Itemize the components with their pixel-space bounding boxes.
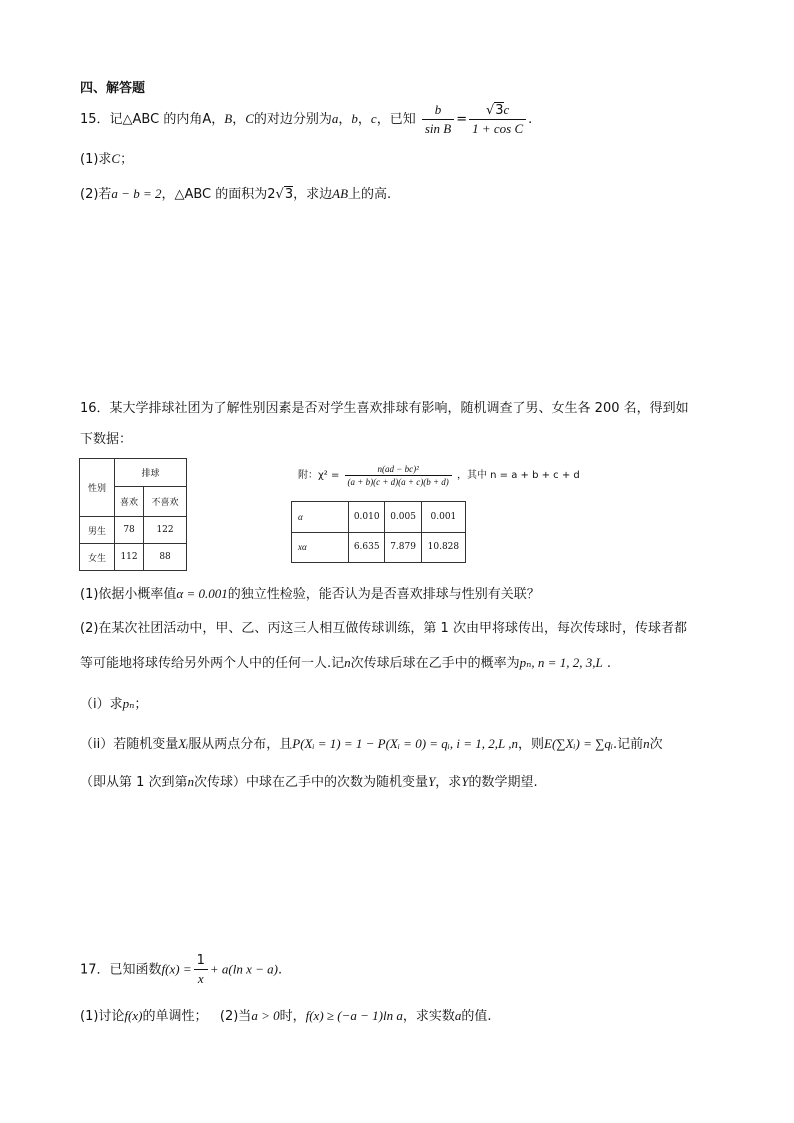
header-like: 喜欢: [115, 487, 144, 517]
row-label: 男生: [80, 517, 115, 544]
line-text: （即从第 1 次到第: [80, 775, 188, 790]
chi-square-fraction: [345, 464, 452, 487]
var-C: C: [245, 111, 254, 126]
q17-intro: [80, 953, 282, 987]
q15-intro: 15．记△ABC 的内角A，B，C的对边分别为a，b，c，已知 $\frac{b}{\text{sin B}}$ = $\frac{√3c}{\text{1 + cos C}}$ .: [80, 102, 533, 136]
var-Y: Y: [428, 774, 436, 789]
var-c: c: [503, 102, 510, 117]
q15-part2-end: 上的高.: [348, 187, 392, 202]
row-label: α: [292, 502, 349, 533]
q16-part1-post: 的独立性检验，能否认为是否喜欢排球与性别有关联？: [227, 587, 540, 602]
critical-value-table: [291, 501, 466, 563]
function-f: f(x): [124, 1008, 143, 1023]
formula-prefix: 附：χ² =: [298, 470, 340, 481]
side-AB: AB: [332, 186, 349, 201]
cell-dislike: 122: [144, 517, 187, 544]
frac-denominator: sin B: [424, 121, 452, 136]
var-Xi: Xᵢ: [178, 736, 189, 751]
cell-alpha: 0.010: [349, 502, 385, 533]
q17-part2-end: 的值.: [461, 1009, 492, 1024]
cell-dislike: 88: [144, 544, 187, 571]
q15-intro-post: ，已知: [376, 112, 416, 127]
q16-sub-ii-line2: [80, 771, 538, 790]
table-row: [292, 532, 466, 563]
q16-part1: [80, 583, 540, 602]
sub-i-end: ；: [134, 697, 148, 712]
line-text: 等可能地将球传给另外两个人中的任何一人.记: [80, 656, 345, 671]
line-text: （ii）若随机变量: [80, 737, 179, 752]
q16-line1: 16．某大学排球社团为了解性别因素是否对学生喜欢排球有影响，随机调查了男、女生各 200 名，得到如: [80, 401, 689, 416]
q15-part1-end: ；: [120, 152, 134, 167]
probability-equation: P(Xᵢ = 1) = 1 − P(Xᵢ = 0) = qᵢ, i = 1, 2,L ,n: [292, 736, 518, 751]
q15-part1: [80, 148, 133, 167]
var-pn: pₙ: [122, 696, 135, 711]
inequality: f(x) ≥ (−a − 1)ln a: [305, 1008, 403, 1023]
q17-part2-mid: 时，: [279, 1009, 306, 1024]
frac-numerator: n(ad − bc)²: [345, 464, 452, 476]
q15-intro-pre: 15．记△ABC 的内角A，: [80, 112, 225, 127]
condition-a-positive: a > 0: [251, 1008, 280, 1023]
q16-sub-i: [80, 693, 147, 712]
frac-denominator: (a + b)(c + d)(a + c)(b + d): [347, 477, 449, 487]
line-text: ，则: [518, 737, 545, 752]
q15-part2-mid: ，△ABC 的面积为: [161, 187, 268, 202]
q16-part2-line2: [80, 652, 611, 671]
line-text: 次传球后球在乙手中的概率为: [350, 656, 520, 671]
formula-suffix: ，其中 n = a + b + c + d: [456, 470, 580, 481]
frac-denominator: 1 + cos C: [472, 121, 524, 136]
sqrt-radicand: 3: [284, 187, 294, 202]
var-B: B: [224, 111, 233, 126]
q15-part2-pre: (2)若: [80, 187, 112, 202]
q16-part2-line1: (2)在某次社团活动中，甲、乙、丙这三人相互做传球训练，第 1 次由甲将球传出，每次传球时，传球者都: [80, 621, 687, 636]
frac-numerator: 1: [194, 953, 208, 970]
line-text: .记前: [612, 737, 644, 752]
cell-critical-value: 10.828: [421, 532, 465, 563]
frac-numerator: b: [422, 102, 454, 120]
var-b: b: [351, 111, 358, 126]
line-end: .: [606, 656, 611, 671]
q15-part2: (2)若a − b = 2，△ABC 的面积为2√3，求边AB上的高.: [80, 186, 392, 202]
sub-i-pre: （i）求: [80, 697, 123, 712]
function-f: f(x) =: [161, 961, 192, 977]
q17-intro-pre: 17．已知函数: [80, 962, 162, 978]
line-text: 次传球）中球在乙手中的次数为随机变量: [194, 775, 429, 790]
var-a: a: [331, 111, 339, 126]
line-text: 的数学期望.: [468, 775, 538, 790]
header-dislike: 不喜欢: [144, 487, 187, 517]
chi-square-formula: [298, 464, 580, 487]
q17-parts: [80, 1005, 492, 1024]
cell-alpha: 0.005: [385, 502, 421, 533]
var-n: n: [187, 774, 195, 789]
frac-numerator: √3c: [469, 102, 526, 120]
header-gender: 性别: [80, 459, 115, 517]
header-volleyball: 排球: [115, 459, 187, 487]
prob-sequence: pₙ, n = 1, 2, 3,L: [519, 655, 603, 670]
q16-line2: 下数据：: [80, 432, 133, 447]
sqrt-radicand: 3: [495, 103, 504, 118]
q15-fraction-b-over-sinB: [422, 102, 454, 137]
q17-part2-pre: (2)当: [219, 1009, 252, 1024]
cell-like: 78: [115, 517, 144, 544]
q17-intro-end: .: [277, 962, 283, 978]
table-row: [292, 502, 466, 533]
cell-like: 112: [115, 544, 144, 571]
frac-denominator: x: [197, 971, 204, 986]
cell-alpha: 0.001: [421, 502, 465, 533]
cell-critical-value: 6.635: [349, 532, 385, 563]
table-row: [80, 544, 187, 571]
var-n: n: [643, 736, 650, 751]
row-label: 女生: [80, 544, 115, 571]
q17-part1-post: 的单调性；: [142, 1009, 208, 1024]
q15-part2-end-pre: ，求边: [293, 187, 333, 202]
q15-intro-mid: 的对边分别为: [253, 112, 332, 127]
var-Y: Y: [461, 774, 469, 789]
var-C: C: [111, 151, 121, 166]
q15-part1-text: (1)求: [80, 152, 112, 167]
cell-critical-value: 7.879: [385, 532, 421, 563]
table-row: [80, 517, 187, 544]
q15-equation: a − b = 2: [111, 186, 162, 201]
row-label: xα: [292, 532, 349, 563]
expectation-equation: E(∑Xᵢ) = ∑qᵢ: [544, 736, 613, 751]
line-text: 服从两点分布，且: [188, 737, 293, 752]
area-coefficient: 2: [267, 187, 276, 202]
alpha-value: α = 0.001: [176, 586, 228, 601]
var-n: n: [344, 655, 351, 670]
q17-part2-mid2: ，求实数: [402, 1009, 455, 1024]
function-rest: + a(ln x − a): [209, 961, 278, 977]
var-c: c: [370, 111, 377, 126]
var-a: a: [454, 1008, 462, 1023]
line-text: 次: [649, 737, 663, 752]
section-heading: 四、解答题: [80, 81, 146, 96]
q16-sub-ii-line1: [80, 733, 663, 752]
q15-fraction-root3c: [469, 102, 526, 137]
q17-part1-pre: (1)讨论: [80, 1009, 125, 1024]
survey-table: [79, 458, 187, 571]
line-text: ，求: [435, 775, 462, 790]
q17-fraction-1-over-x: [194, 953, 208, 987]
q16-part1-pre: (1)依据小概率值: [80, 587, 177, 602]
